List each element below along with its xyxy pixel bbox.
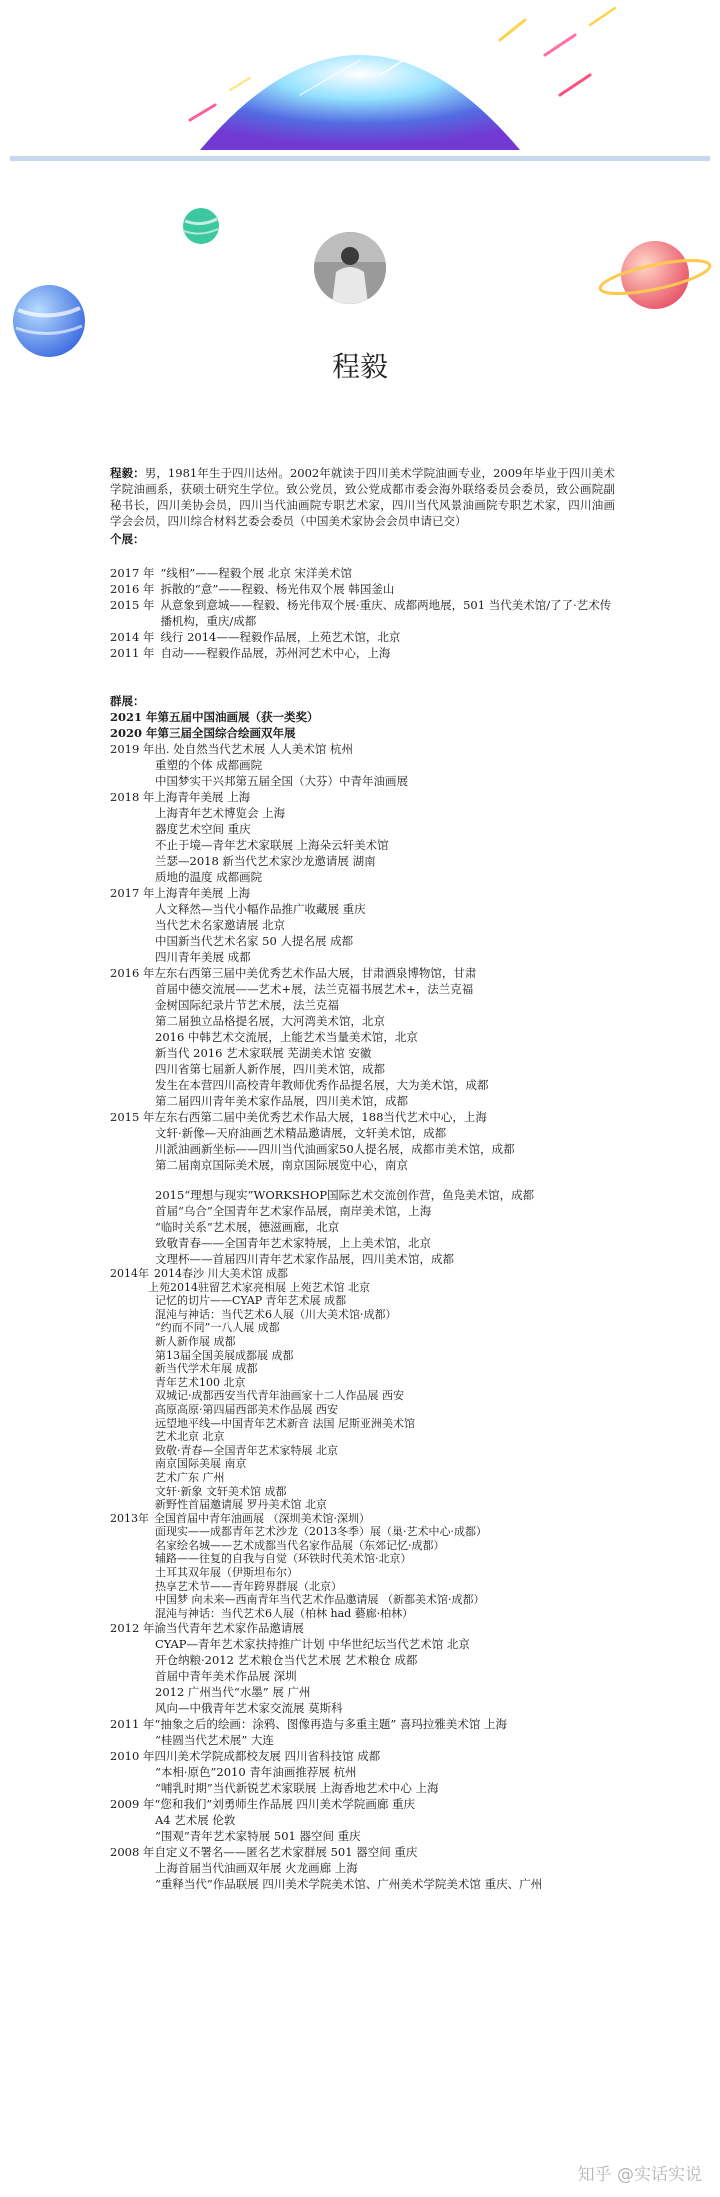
list-item: 四川省第七届新人新作展，四川美术馆，成都 [155,1062,385,1076]
year-group-2016: 2016 年 左东右西第三届中美优秀艺术作品大展，甘肃酒泉博物馆，甘肃 [110,966,477,980]
list-item: 新当代学术年展 成都 [155,1362,258,1376]
list-item: 艺术北京 北京 [155,1430,225,1444]
pink-ringed-planet-icon [595,225,715,325]
list-item: “桂圆当代艺术展” 大连 [155,1733,274,1748]
list-item: 器度艺术空间 重庆 [155,822,251,836]
year-group-2019: 2019 年 出. 处自然当代艺术展 人人美术馆 杭州 [110,742,354,756]
list-item: 当代艺术名家邀请展 北京 [155,918,286,932]
list-item: 上海青年艺术博览会 上海 [155,806,286,820]
year-group-2010: 2010 年 四川美术学院成都校友展 四川省科技馆 成都 [110,1749,381,1764]
list-item: 2017 年 “线相”——程毅个展 北京 宋洋美术馆 [110,566,353,580]
list-item: 首届中青年美术作品展 深圳 [155,1669,297,1684]
award-highlight: 2020 年第三届全国综合绘画双年展 [110,726,296,740]
list-item: 2014 年 线行 2014——程毅作品展，上苑艺术馆，北京 [110,630,401,644]
group-section-title: 群展： [110,694,145,708]
list-item: 质地的温度 成都画院 [155,870,263,884]
list-item: A4 艺术展 伦敦 [155,1813,236,1828]
list-item: 首届中德交流展——艺术+展，法兰克福书展艺术+，法兰克福 [155,982,474,996]
list-item: 第二届南京国际美术展，南京国际展览中心，南京 [155,1158,408,1172]
dense-list-2014-2013 [110,1267,615,1620]
list-item: 金树国际纪录片节艺术展，法兰克福 [155,998,339,1012]
list-item: 记忆的切片——CYAP 青年艺术展 成都 [155,1294,347,1308]
list-item: 文轩·新象 文轩美术馆 成都 [155,1484,287,1498]
list-item: 中国梦实干兴邦第五届全国（大芬）中青年油画展 [155,774,408,788]
solo-section-title: 个展： [110,532,145,546]
list-item: 开仓纳粮·2012 艺术粮仓当代艺术展 艺术粮仓 成都 [155,1653,418,1668]
list-item: 青年艺术100 北京 [155,1375,246,1389]
list-item: 兰瑟—2018 新当代艺术家沙龙邀请展 湖南 [155,854,376,868]
list-item: 上海首届当代油画双年展 火龙画廊 上海 [155,1861,358,1876]
list-item: 艺术广东 广州 [155,1470,225,1484]
list-item: 第13届全国美展成都展 成都 [155,1348,294,1362]
list-item: 2016 中韩艺术交流展，上能艺术当量美术馆，北京 [155,1030,418,1044]
list-item: “哺乳时期”当代新锐艺术家联展 上海香地艺术中心 上海 [155,1781,439,1796]
list-item: 四川青年美展 成都 [155,950,251,964]
list-item: “重释当代”作品联展 四川美术学院美术馆、广州美术学院美术馆 重庆、广州 [155,1877,543,1892]
list-item: 风向—中俄青年艺术家交流展 莫斯科 [155,1701,343,1716]
list-item: 2015 年 从意象到意城——程毅、杨光伟双个展·重庆、成都两地展，501 当代美术馆/了了·艺术传播机构，重庆/成都 [110,598,612,628]
list-item: 2016 年 拆散的“意”——程毅、杨光伟双个展 韩国釜山 [110,582,395,596]
list-item: 致敬青春——全国青年艺术家特展，上上美术馆，北京 [155,1236,431,1250]
list-item: 文理杯——首届四川青年艺术家作品展，四川美术馆，成都 [155,1252,454,1266]
person-photo-icon [314,232,386,304]
list-item: 面现实——成都青年艺术沙龙（2013冬季）展（巢·艺术中心·成都） [155,1525,487,1539]
list-item: 混沌与神话：当代艺术6人展（川大美术馆·成都） [155,1307,397,1321]
list-item: 远望地平线—中国青年艺术新音 法国 尼斯亚洲美术馆 [155,1416,415,1430]
list-item: CYAP—青年艺术家扶持推广计划 中华世纪坛当代艺术馆 北京 [155,1637,470,1652]
list-item: 2012 广州当代“水墨” 展 广州 [155,1685,311,1700]
year-group-2017: 2017 年 上海青年美展 上海 [110,886,251,900]
list-item: 名家绘名城——艺术成都当代名家作品展（东郊记忆·成都） [155,1538,445,1552]
list-item: 双城记·成都西安当代青年油画家十二人作品展 西安 [155,1389,404,1403]
year-group-2008: 2008 年 自定义不署名——匿名艺术家群展 501 器空间 重庆 [110,1845,418,1860]
list-item: 不止于境—青年艺术家联展 上海朵云轩美术馆 [155,838,389,852]
year-group-2015: 2015 年 左东右西第二届中美优秀艺术作品大展，188当代艺术中心，上海 [110,1110,487,1124]
year-group-2009: 2009 年 “您和我们”刘勇师生作品展 四川美术学院画廊 重庆 [110,1797,416,1812]
green-planet-icon [180,205,222,247]
list-item: 2011 年 自动——程毅作品展，苏州河艺术中心，上海 [110,646,391,660]
list-item: 上苑2014驻留艺术家亮相展 上苑艺术馆 北京 [148,1280,370,1294]
resume-content [110,465,615,1892]
list-item: 土耳其双年展（伊斯坦布尔） [155,1566,298,1580]
avatar [314,232,386,304]
year-group-2011: 2011 年 “抽象之后的绘画：涂鸦、图像再造与多重主题” 喜玛拉雅美术馆 上海 [110,1717,508,1732]
list-item: 热享艺术节——青年跨界群展（北京） [155,1579,342,1593]
list-item: “约而不同”一八人展 成都 [155,1321,280,1335]
header-art [0,0,720,175]
list-item: 2015“理想与现实”WORKSHOP国际艺术交流创作营，鱼凫美术馆，成都 [155,1188,535,1202]
artist-bio: 程毅：男，1981年生于四川达州。2002年就读于四川美术学院油画专业，2009年毕业于四川美术学院油画系，获硕士研究生学位。致公党员，致公党成都市委会海外联络委员会委员，致公画院副秘书长，四川美协会员，四川当代油画院专职艺术家，四川当代风景油画院专职艺术家，四川油画学会会员，四川综合材料艺委会委员（中国美术家协会会员申请已交） [110,466,616,528]
list-item: 新当代 2016 艺术家联展 芜湖美术馆 安徽 [155,1046,372,1060]
year-group-2014: 2014年 2014春沙 川大美术馆 成都 [110,1267,288,1280]
list-item: 高原高原·第四届西部美术作品展 西安 [155,1402,338,1416]
list-item: 人文释然—当代小幅作品推广收藏展 重庆 [155,902,366,916]
list-item: 第二届独立品格提名展，大河湾美术馆，北京 [155,1014,385,1028]
year-group-2013: 2013年 全国首届中青年油画展 （深圳美术馆·深圳） [110,1511,370,1525]
list-item: “本相·原色”2010 青年油画推荐展 杭州 [155,1765,357,1780]
list-item: 首届“乌合”全国青年艺术家作品展，南岸美术馆，上海 [155,1204,432,1218]
list-item: 新人新作展 成都 [155,1334,236,1348]
year-group-2012: 2012 年 渝当代青年艺术家作品邀请展 [110,1621,304,1636]
list-item: 辅路——往复的自我与自觉（环铁时代美术馆·北京） [155,1552,412,1566]
year-group-2018: 2018 年 上海青年美展 上海 [110,790,251,804]
list-item: 致敬·青春—全国青年艺术家特展 北京 [155,1443,338,1457]
header-divider [10,156,710,161]
list-item: 混沌与神话：当代艺术6人展（柏林 had 藝廊·柏林） [155,1606,414,1620]
solo-exhibitions [110,565,615,661]
list-item: 川派油画新坐标——四川当代油画家50人提名展，成都市美术馆，成都 [155,1142,515,1156]
list-item: 发生在本营四川高校青年教师优秀作品提名展，大为美术馆，成都 [155,1078,489,1092]
watermark: 知乎 @实话实说 [577,2165,702,2185]
award-highlight: 2021 年第五届中国油画展（获一类奖） [110,710,319,724]
list-item: 中国梦 向未来—西南青年当代艺术作品邀请展 （新都美术馆·成都） [155,1593,485,1607]
artist-name: 程毅 [331,350,388,383]
list-item: “围观”青年艺术家特展 501 器空间 重庆 [155,1829,361,1844]
list-item: 文轩·新像—天府油画艺术精品邀请展，文轩美术馆，成都 [155,1126,447,1140]
list-item: 中国新当代艺术名家 50 人提名展 成都 [155,934,354,948]
list-item: 新野性首届邀请展 罗丹美术馆 北京 [155,1498,327,1512]
list-item: 第二届四川青年美术家作品展，四川美术馆，成都 [155,1094,408,1108]
list-item: 南京国际美展 南京 [155,1457,247,1471]
list-item: “临时关系”艺术展，德滋画廊，北京 [155,1220,340,1234]
list-item: 重塑的个体 成都画院 [155,758,263,772]
